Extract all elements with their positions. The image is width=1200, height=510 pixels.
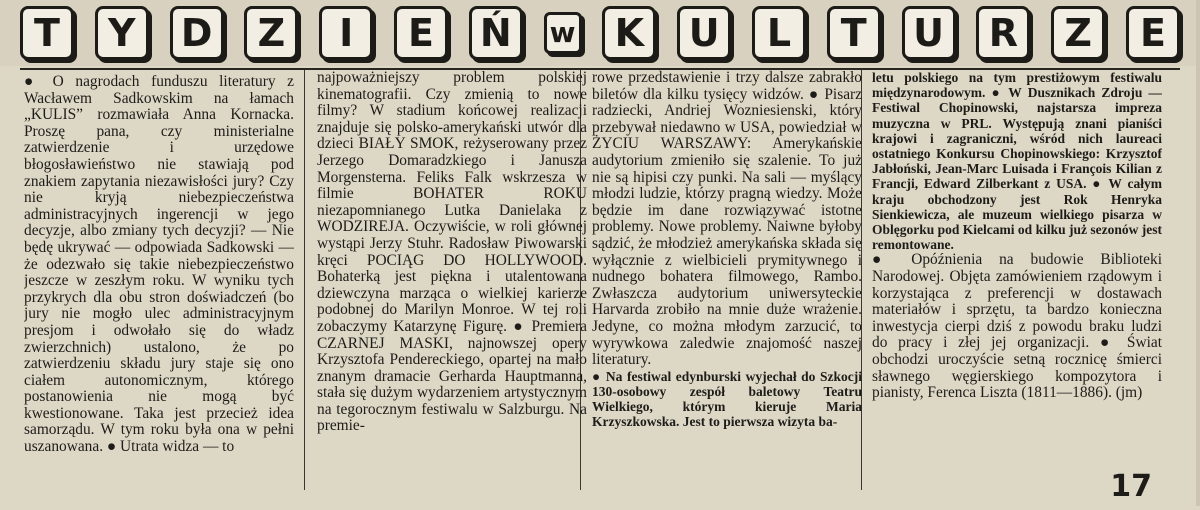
article-body bbox=[22, 70, 1162, 506]
column-3 bbox=[592, 70, 862, 506]
title-letter: w bbox=[544, 12, 582, 54]
column-2-text: najpoważniejszy problem polskiej kinematografii. Czy zmienią to nowe filmy? W stadium końcowej realizacji znajduje się polsko-amerykański utwór dla dzieci BIAŁY SMOK, reżyserowany przez Jerzego Domaradzkiego i Janusza Morgensterna. Feliks Falk wskrzesza w filmie BOHATER ROKU niezapomnianego Lutka Danielaka z WODZIREJA. Oczywiście, w roli głównej wystąpi Jerzy Stuhr. Radosław Piwowarski kręci POCIĄG DO HOLLYWOOD. Bohaterką jest piękna i utalentowana dziewczyna marząca o wielkiej karierze podobnej do Marilyn Monroe. W tej roli zobaczymy Katarzynę Figurę. ● Premiera CZARNEJ MASKI, najnowszej opery Krzysztofa Pendereckiego, opartej na mało znanym dramacie Gerharda Hauptmanna, stała się dużym wydarzeniem artystycznym na tegorocznym festiwalu w Salzburgu. Na premie- bbox=[317, 70, 587, 435]
section-title bbox=[20, 2, 1180, 64]
title-letter: T bbox=[20, 6, 74, 60]
column-3-small-text: ● Na festiwal edynburski wyjechał do Szkocji 130-osobowy zespół baletowy Teatru Wielkiego, którym kieruje Maria Krzyszkowska. Jest to pierwsza wizyta ba- bbox=[592, 368, 862, 430]
section-header bbox=[0, 0, 1200, 66]
title-letter: Z bbox=[244, 6, 298, 60]
column-1 bbox=[24, 74, 294, 510]
page-number: 17 bbox=[1110, 469, 1152, 504]
column-4-text: ● Opóźnienia na budowie Biblioteki Narodowej. Objęta zamówieniem rządowym i korzystająca z preferencji w dostawach materiałów i sprzętu, ta bardzo konieczna inwestycja cierpi dziś z powodu braku ludzi do pracy i złej jej organizacji. ● Świat obchodzi uroczyście setną rocznicę śmierci sławnego węgierskiego kompozytora i pianisty, Ferenca Liszta (1811—1886). (jm) bbox=[872, 251, 1162, 402]
page-edge bbox=[1196, 0, 1200, 506]
title-letter: I bbox=[319, 6, 373, 60]
title-letter: R bbox=[976, 6, 1030, 60]
title-letter: Y bbox=[95, 6, 149, 60]
title-letter: U bbox=[677, 6, 731, 60]
title-letter: E bbox=[394, 6, 448, 60]
title-letter: D bbox=[170, 6, 224, 60]
column-4 bbox=[872, 70, 1162, 506]
title-letter: L bbox=[752, 6, 806, 60]
title-letter: E bbox=[1126, 6, 1180, 60]
column-4-small-text: letu polskiego na tym prestiżowym festiwalu międzynarodowym. ● W Dusznikach Zdroju — Festiwal Chopinowski, najstarsza impreza muzyczna w PRL. Występują znani pianiści krajowi i zagraniczni, wśród nich laureaci ostatniego Konkursu Chopinowskiego: Krzysztof Jabłoński, Jean-Marc Luisada i François Kilian z Francji, Edward Zilberkant z USA. ● W całym kraju obchodzony jest Rok Henryka Sienkiewicza, ale muzeum wielkiego pisarza w Oblęgorku pod Kielcami od kilku już sezonów jest remontowane. bbox=[872, 70, 1162, 253]
title-letter: K bbox=[602, 6, 656, 60]
title-letter: U bbox=[902, 6, 956, 60]
title-letter: Ń bbox=[469, 6, 523, 60]
column-2 bbox=[317, 70, 587, 506]
title-letter: Z bbox=[1051, 6, 1105, 60]
column-1-text: ● O nagrodach funduszu literatury z Wacławem Sadkowskim na łamach „KULIS” rozmawiała Anna Kornacka. Proszę pana, czy ministerialne zatwierdzenie i urzędowe błogosławieństwo nie stawiają pod znakiem zapytania niezawisłości jury? Czy nie kryją niebezpieczeństwa administracyjnych ingerencji w jego decyzje, albo zmiany tych decyzji? — Nie będę ukrywać — odpowiada Sadkowski — że odezwało się takie niebezpieczeństwo jeszcze w zeszłym roku. W wyniku tych przykrych dla obu stron doświadczeń (bo jury nie mogło ulec administracyjnym presjom i odwołało się do władz zwierzchnich) ustalono, że po zatwierdzeniu składu jury staje się ono ciałem autonomicznym, którego postanowienia nie mogą być kwestionowane. Taka jest przecież idea samorządu. W tym roku była ona w pełni uszanowana. ● Utrata widza — to bbox=[24, 74, 294, 456]
title-letter: T bbox=[827, 6, 881, 60]
column-3-text: rowe przedstawienie i trzy dalsze zabrakło biletów dla kilku tysięcy widzów. ● Pisarz radziecki, Andriej Wozniesienski, który przebywał niedawno w USA, powiedział w ŻYCIU WARSZAWY: Amerykańskie audytorium zmieniło się szalenie. To już nie są hipisi czy punki. Na sali — myślący młodzi ludzie, którzy pragną wiedzy. Może będzie im dane rozwiązywać istotne problemy. Nowe problemy. Naiwne byłoby sądzić, że młodzież amerykańska składa się wyłącznie z wielbicieli prymitywnego i nudnego bohatera filmowego, Rambo. Zwłaszcza audytorium uniwersyteckie Harvarda zrobiło na mnie duże wrażenie. Jedyne, co można młodym zarzucić, to wyrywkowa zaledwie znajomość naszej literatury. bbox=[592, 70, 862, 369]
